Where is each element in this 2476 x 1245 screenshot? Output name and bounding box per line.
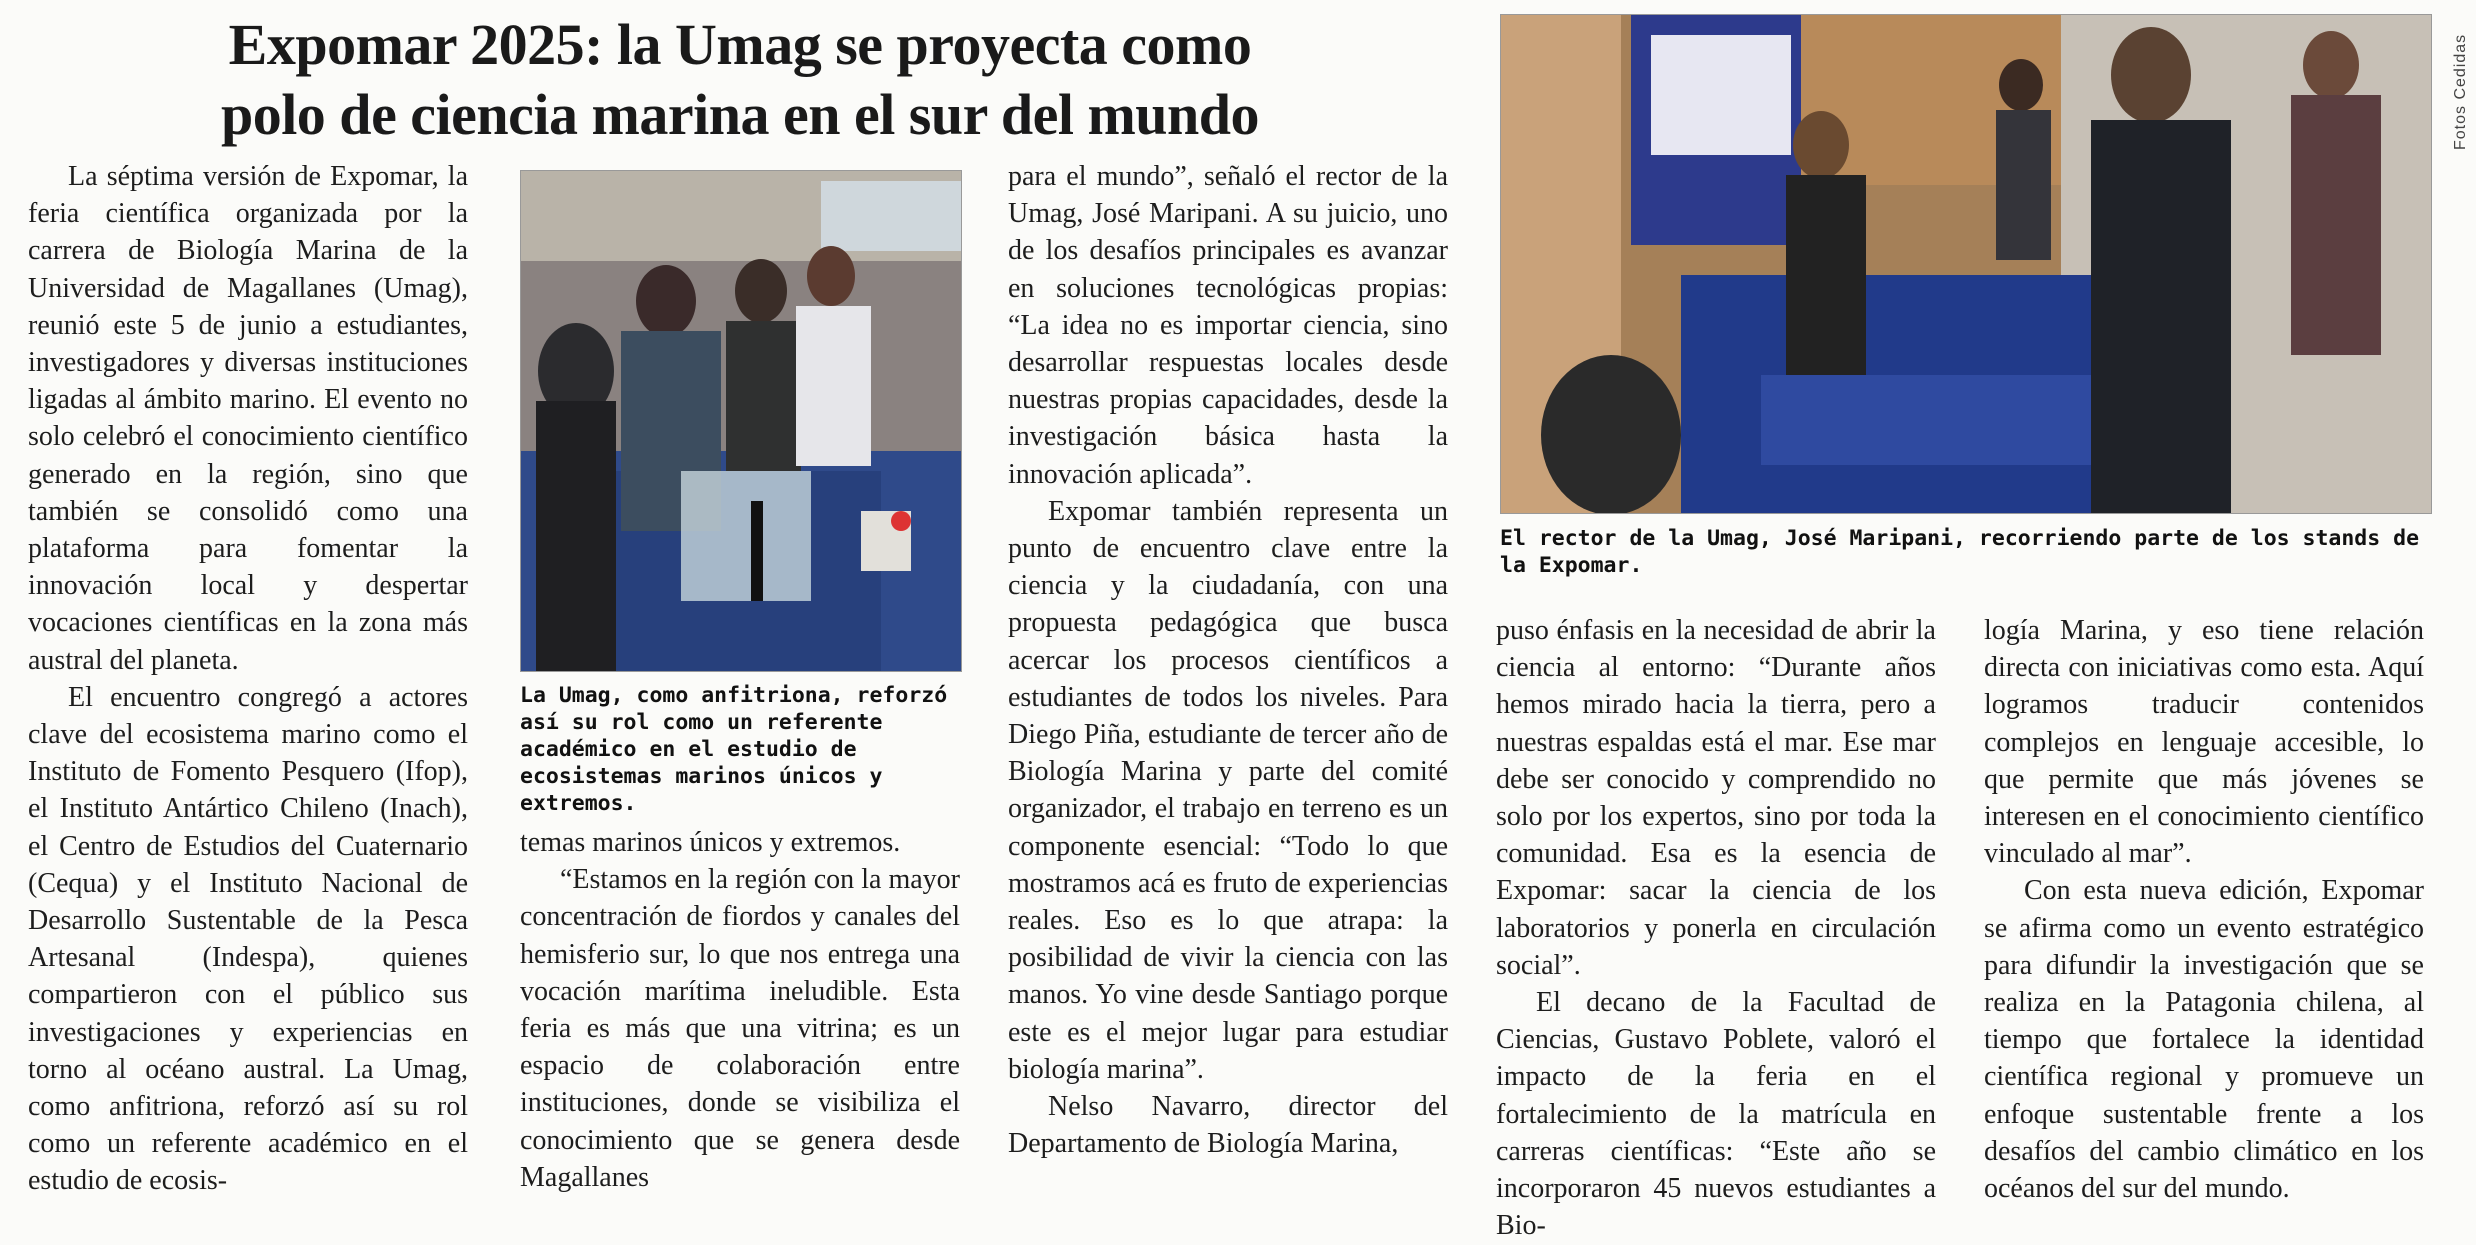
paragraph: temas marinos únicos y extremos.	[520, 827, 901, 858]
paragraph: El encuentro congregó a actores clave del ecosistema marino como el Instituto de Fomento Pesquero (Ifop), el Instituto Antártico Chileno (Inach), el Centro de Estudios del Cuaternario (Cequa) y el Instituto Nacional de Desarrollo Sustentable de la Pesca Artesanal (Indespa), quienes compartieron con el público sus investigaciones y experiencias en torno al océano austral. La Umag, como anfitriona, reforzó así su rol como un referente académico en el estudio de ecosis-	[28, 681, 468, 1197]
headline-line-1: Expomar 2025: la Umag se proyecta como	[228, 12, 1252, 77]
headline	[200, 10, 1280, 150]
photo-caption-left: La Umag, como anfitriona, reforzó así su rol como un referente académico en el estudio de ecosistemas marinos únicos y extremos.	[520, 683, 948, 816]
article-column-3	[1008, 158, 1448, 1162]
photo-caption-right: El rector de la Umag, José Maripani, recorriendo parte de los stands de la Expomar.	[1500, 526, 2420, 578]
photo-rector-stands	[1500, 14, 2432, 514]
paragraph: Nelso Navarro, director del Departamento de Biología Marina,	[1008, 1091, 1448, 1160]
paragraph: La séptima versión de Expomar, la feria científica organizada por la carrera de Biología Marina de la Universidad de Magallanes (Umag), reunió este 5 de junio a estudiantes, investigadores y diversas instituciones ligadas al ámbito marino. El evento no solo celebró el conocimiento científico generado en la región, sino que también se consolidó como una plataforma para fomentar la innovación local y despertar vocaciones científicas en la zona más austral del planeta.	[28, 161, 468, 676]
article-column-1	[28, 158, 468, 1200]
article-column-5	[1984, 612, 2424, 1207]
paragraph: Expomar también representa un punto de encuentro clave entre la ciencia y la ciudadanía, con una propuesta pedagógica que busca acercar los procesos científicos a estudiantes de todos los niveles. Para Diego Piña, estudiante de tercer año de Biología Marina y parte del comité organizador, el trabajo en terreno es un componente esencial: “Todo lo que mostramos acá es fruto de experiencias reales. Eso es lo que atrapa: la posibilidad de vivir la ciencia con las manos. Yo vine desde Santiago porque este es el mejor lugar para estudiar biología marina”.	[1008, 495, 1448, 1085]
paragraph: Con esta nueva edición, Expomar se afirma como un evento estratégico para difundir la investigación que se realiza en la Patagonia chilena, al tiempo que fortalece la identidad científica regional y promueve un enfoque sustentable frente a los desafíos del cambio climático en los océanos del sur del mundo.	[1984, 875, 2424, 1205]
article-column-2	[520, 824, 960, 1196]
paragraph: puso énfasis en la necesidad de abrir la ciencia al entorno: “Durante años hemos mirado hacia la tierra, pero a nuestras espaldas está el mar. Ese mar debe ser conocido y comprendido no solo por los expertos, sino por toda la comunidad. Esa es la esencia de Expomar: sacar la ciencia de los laboratorios y ponerla en circulación social”.	[1496, 615, 1936, 981]
headline-line-2: polo de ciencia marina en el sur del mundo	[220, 82, 1260, 147]
paragraph: para el mundo”, señaló el rector de la Umag, José Maripani. A su juicio, uno de los desafíos principales es avanzar en soluciones tecnológicas propias: “La idea no es importar ciencia, sino desarrollar respuestas locales desde nuestras propias capacidades, desde la investigación básica hasta la innovación aplicada”.	[1008, 161, 1448, 490]
article-column-4	[1496, 612, 1936, 1244]
paragraph: “Estamos en la región con la mayor concentración de fiordos y canales del hemisferio sur, lo que nos entrega una vocación marítima ineludible. Esta feria es más que una vitrina; es un espacio de colaboración entre instituciones, donde se visibiliza el conocimiento que se genera desde Magallanes	[520, 864, 960, 1193]
paragraph: El decano de la Facultad de Ciencias, Gustavo Poblete, valoró el impacto de la feria en el fortalecimiento de la matrícula en carreras científicas: “Este año se incorporaron 45 nuevos estudiantes a Bio-	[1496, 987, 1936, 1242]
paragraph: logía Marina, y eso tiene relación directa con iniciativas como esta. Aquí logramos traducir contenidos complejos en lenguaje accesible, lo que permite que más jóvenes se interesen en el conocimiento científico vinculado al mar”.	[1984, 615, 2424, 870]
photo-students-lab	[520, 170, 962, 672]
photo-credit: Fotos Cedidas	[2452, 33, 2469, 150]
